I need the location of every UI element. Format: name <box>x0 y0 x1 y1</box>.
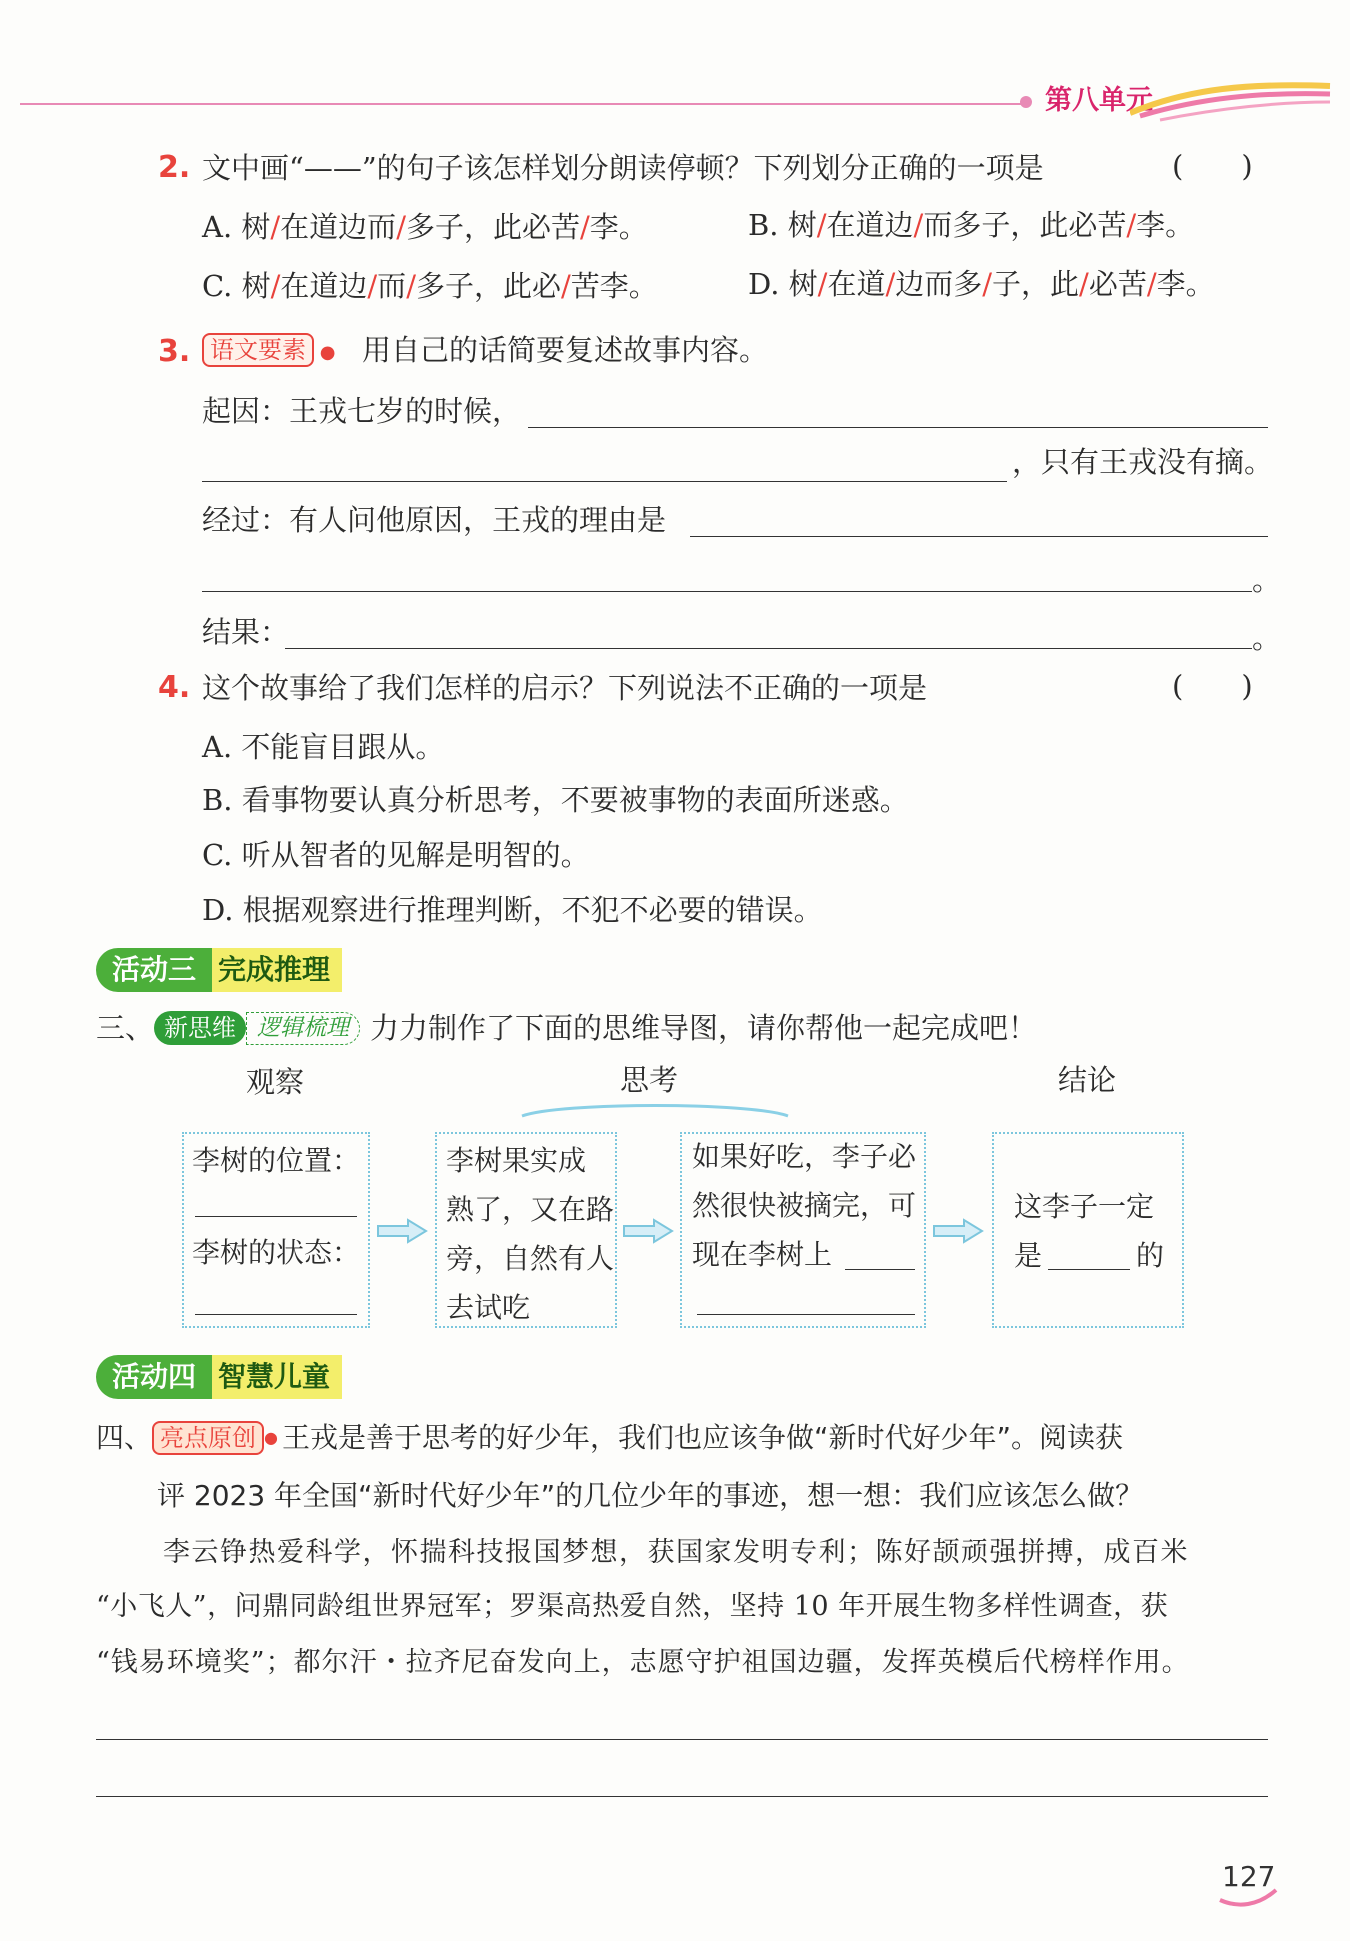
section4-prefix: 四、 <box>96 1421 153 1454</box>
section3-text: 力力制作了下面的思维导图，请你帮他一起完成吧！ <box>370 1011 1038 1045</box>
section3-prefix: 三、 <box>96 1011 155 1045</box>
mindmap-head-observe: 观察 <box>246 1065 305 1099</box>
box-inference-line-2: 然很快被摘完，可 <box>692 1189 917 1222</box>
section4-line1: 王戎是善于思考的好少年，我们也应该争做“新时代好少年”。阅读获 <box>281 1421 1123 1454</box>
q2-option-d: D. 树/在道/边而多/子，此/必苦/李。 <box>748 267 1215 301</box>
q2-option-c: C. 树/在道边/而/多子，此必/苦李。 <box>202 269 658 303</box>
q3-cause-blank-2[interactable] <box>202 480 1007 482</box>
activity4-label: 活动四 <box>96 1355 212 1399</box>
box-conclusion-blank[interactable] <box>1048 1268 1130 1270</box>
mindmap-head-think: 思考 <box>620 1063 679 1097</box>
think-bracket-decoration <box>520 1098 790 1118</box>
activity3-title: 完成推理 <box>212 948 342 992</box>
box-conclusion-line-1: 这李子一定 <box>1014 1190 1155 1223</box>
q4-option-d: D. 根据观察进行推理判断，不犯不必要的错误。 <box>202 893 823 927</box>
q3-result-label: 结果： <box>202 615 290 649</box>
q2-number: 2. <box>158 150 191 185</box>
section4-line2: 评 2023 年全国“新时代好少年”的几位少年的事迹，想一想：我们应该怎么做？ <box>157 1479 1144 1512</box>
q4-answer-paren[interactable]: ( ) <box>1172 669 1253 703</box>
section4-para-line-2: “小飞人”，问鼎同龄组世界冠军；罗渠高热爱自然，坚持 10 年开展生物多样性调查，获 <box>96 1591 1169 1622</box>
q2-stem: 文中画“——”的句子该怎样划分朗读停顿？下列划分正确的一项是 <box>202 151 1044 185</box>
q4-option-c: C. 听从智者的见解是明智的。 <box>202 838 590 872</box>
section4-tag: 亮点原创 <box>152 1421 264 1455</box>
section3-tag-logic: 逻辑梳理 <box>246 1012 360 1045</box>
q3-process-blank-2[interactable] <box>202 590 1252 592</box>
arrow-right-icon <box>622 1218 674 1244</box>
box-reason-line-3: 旁，自然有人 <box>446 1242 615 1275</box>
activity4-bar <box>96 1355 342 1399</box>
q3-cause-blank-1[interactable] <box>528 426 1268 428</box>
q2-option-b: B. 树/在道边/而多子，此必苦/李。 <box>748 208 1195 242</box>
section3-heading <box>96 1008 1037 1048</box>
box-observe-position-blank[interactable] <box>195 1215 357 1217</box>
box-inference-line-3: 现在李树上 <box>692 1238 833 1271</box>
header-rule <box>20 103 1030 105</box>
q3-process-label: 经过：有人问他原因，王戎的理由是 <box>202 503 667 537</box>
box-inference-line-1: 如果好吃，李子必 <box>692 1140 917 1173</box>
q4-number: 4. <box>158 670 191 705</box>
box-reason-line-1: 李树果实成 <box>446 1144 587 1177</box>
q3-cause-end: ，只有王戎没有摘。 <box>1012 445 1274 479</box>
box-conclusion-pre: 是 <box>1014 1239 1043 1272</box>
q3-result-period: 。 <box>1252 621 1282 655</box>
box-observe-state-label: 李树的状态： <box>192 1236 361 1269</box>
answer-line-1[interactable] <box>96 1738 1268 1740</box>
q3-process-period: 。 <box>1252 563 1282 597</box>
box-observe-position-label: 李树的位置： <box>192 1144 361 1177</box>
box-observe-state-blank[interactable] <box>195 1313 357 1315</box>
q2-option-a: A. 树/在道边而/多子，此必苦/李。 <box>202 210 648 244</box>
box-reason-line-4: 去试吃 <box>446 1291 531 1324</box>
activity3-label: 活动三 <box>96 948 212 992</box>
header-swoosh-decoration <box>1130 78 1335 123</box>
unit-title: 第八单元 <box>1045 85 1153 116</box>
header-dot <box>1020 96 1032 108</box>
arrow-right-icon <box>932 1218 984 1244</box>
section4-para-line-3: “钱易环境奖”；都尔汗・拉齐尼奋发向上，志愿守护祖国边疆，发挥英模后代榜样作用。 <box>96 1647 1190 1678</box>
answer-line-2[interactable] <box>96 1795 1268 1797</box>
q3-number: 3. <box>158 334 191 369</box>
q3-result-blank[interactable] <box>285 647 1252 649</box>
activity3-bar <box>96 948 342 992</box>
q2-answer-paren[interactable]: ( ) <box>1172 149 1253 183</box>
box-inference-blank-1[interactable] <box>845 1268 915 1270</box>
section3-tag-new-thinking: 新思维 <box>154 1011 246 1045</box>
activity4-title: 智慧儿童 <box>212 1355 342 1399</box>
q3-tag: 语文要素 ● <box>202 333 335 367</box>
box-conclusion-post: 的 <box>1136 1239 1165 1272</box>
page-number-swoosh-decoration <box>1218 1886 1278 1908</box>
q4-option-a: A. 不能盲目跟从。 <box>202 730 445 764</box>
q3-cause-label: 起因：王戎七岁的时候， <box>202 394 522 428</box>
arrow-right-icon <box>376 1218 428 1244</box>
mindmap-head-conclusion: 结论 <box>1058 1063 1117 1097</box>
section4-para-line-1: 李云铮热爱科学，怀揣科技报国梦想，获国家发明专利；陈好颉顽强拼搏，成百米 <box>163 1537 1189 1568</box>
q4-stem: 这个故事给了我们怎样的启示？下列说法不正确的一项是 <box>202 671 928 705</box>
q4-option-b: B. 看事物要认真分析思考，不要被事物的表面所迷惑。 <box>202 783 909 817</box>
box-inference-blank-2[interactable] <box>697 1313 915 1315</box>
q3-process-blank-1[interactable] <box>690 535 1268 537</box>
section4-heading: 四、 亮点原创 ● 王戎是善于思考的好少年，我们也应该争做“新时代好少年”。阅读获 <box>96 1418 1123 1458</box>
q3-stem: 用自己的话简要复述故事内容。 <box>362 333 769 367</box>
box-reason-line-2: 熟了，又在路 <box>446 1193 615 1226</box>
page-number: 127 <box>1222 1860 1276 1893</box>
